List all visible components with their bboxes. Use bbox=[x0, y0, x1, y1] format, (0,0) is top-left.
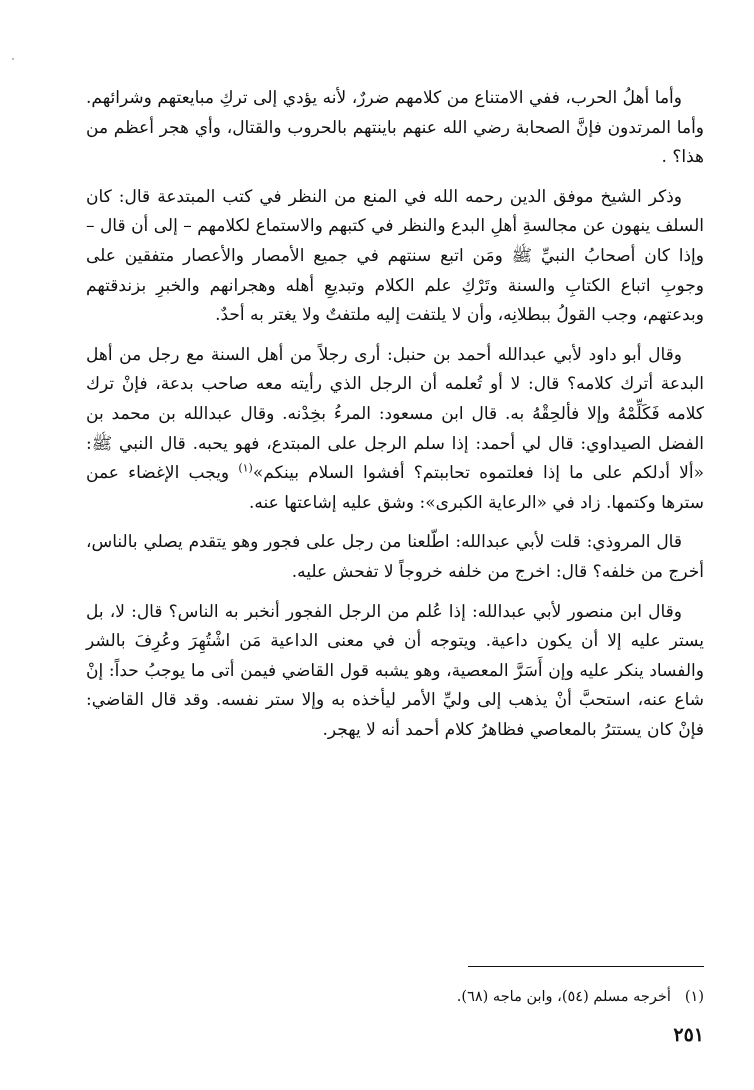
book-page bbox=[86, 70, 704, 1070]
footnote bbox=[86, 986, 704, 1008]
paragraph-3-tail: ويجب الإغضاء عمن سترها وكتمها. زاد في «الرعاية الكبرى»: وشق عليه إشاعتها عنه. bbox=[86, 463, 704, 513]
footnote-divider bbox=[468, 966, 704, 967]
paragraph-4: قال المروذي: قلت لأبي عبدالله: اطّلعنا من رجل على فجور وهو يتقدم يصلي بالناس، أخرج من خلفه؟ قال: اخرج من خلفه خروجاً لا تفحش عليه. bbox=[86, 532, 704, 582]
paragraph-5: وقال ابن منصور لأبي عبدالله: إذا عُلم من الرجل الفجور أنخبر به الناس؟ قال: لا، بل يستر عليه إلا أن يكون داعية. ويتوجه أن في معنى الداعية مَن اشْتُهِرَ وعُرِفَ بالشر والفساد ينكر عليه وإن أَسَرَّ المعصية، وهو يشبه قول القاضي فيمن أتى ما يوجبُ حداً: إنْ شاع عنه، استحبَّ أنْ يذهب إلى وليِّ الأمر ليأخذه به وإلا ستر نفسه. وقد قال القاضي: فإنْ كان يستترُ بالمعاصي فظاهرُ كلام أحمد أنه لا يهجر. bbox=[86, 601, 704, 740]
paragraph-3 bbox=[86, 341, 704, 519]
page-number: ٢٥١ bbox=[673, 1024, 704, 1046]
paragraph-1: وأما أهلُ الحرب، ففي الامتناع من كلامهم ضررٌ، لأنه يؤدي إلى تركِ مبايعتهم وشرائهم. وأما المرتدون فإنَّ الصحابة رضي الله عنهم باينتهم بالحروب والقتال، وأي هجر أعظم من هذا؟ . bbox=[86, 88, 704, 168]
paragraph-2: وذكر الشيخ موفق الدين رحمه الله في المنع من النظر في كتب المبتدعة قال: كان السلف ينهون عن مجالسةِ أهلِ البدع والنظر في كتبهم والاستماع لكلامهم – إلى أن قال – وإذا كان أصحابُ النبيِّ ﷺ ومَن اتبع سنتهم في جميع الأمصار والأعصار متفقين على وجوبِ اتباع الكتابِ والسنة وتَرْكِ علم الكلام وتبديعِ أهله وهجرانهم والخبرِ بزندقتهم وبدعتهم، وجب القولُ ببطلانِه، وأن لا يلتفت إليه ملتفتٌ ولا يغتر به أحدٌ. bbox=[86, 186, 704, 326]
footnote-marker[interactable]: (١) bbox=[238, 461, 253, 475]
footnote-number: (١) bbox=[684, 989, 704, 1005]
footnote-text: أخرجه مسلم (٥٤)، وابن ماجه (٦٨). bbox=[456, 989, 671, 1005]
margin-speck bbox=[12, 58, 14, 60]
paragraph-3-text: وقال أبو داود لأبي عبدالله أحمد بن حنبل: أرى رجلاً من أهل السنة مع رجل من أهل البدعة أترك كلامه؟ قال: لا أو تُعلمه أن الرجل الذي رأيته معه صاحب بدعة، فإنْ ترك كلامه فَكَلِّمْهُ وإلا فألحِقْهُ به. قال ابن مسعود: المرءُ بخِدْنه. وقال عبدالله بن محمد بن الفضل الصيداوي: قال لي أحمد: إذا سلم الرجل على المبتدع، فهو يحبه. قال النبي ﷺ: «ألا أدلكم على ما إذا فعلتموه تحاببتم؟ أفشوا السلام بينكم» bbox=[86, 344, 705, 484]
